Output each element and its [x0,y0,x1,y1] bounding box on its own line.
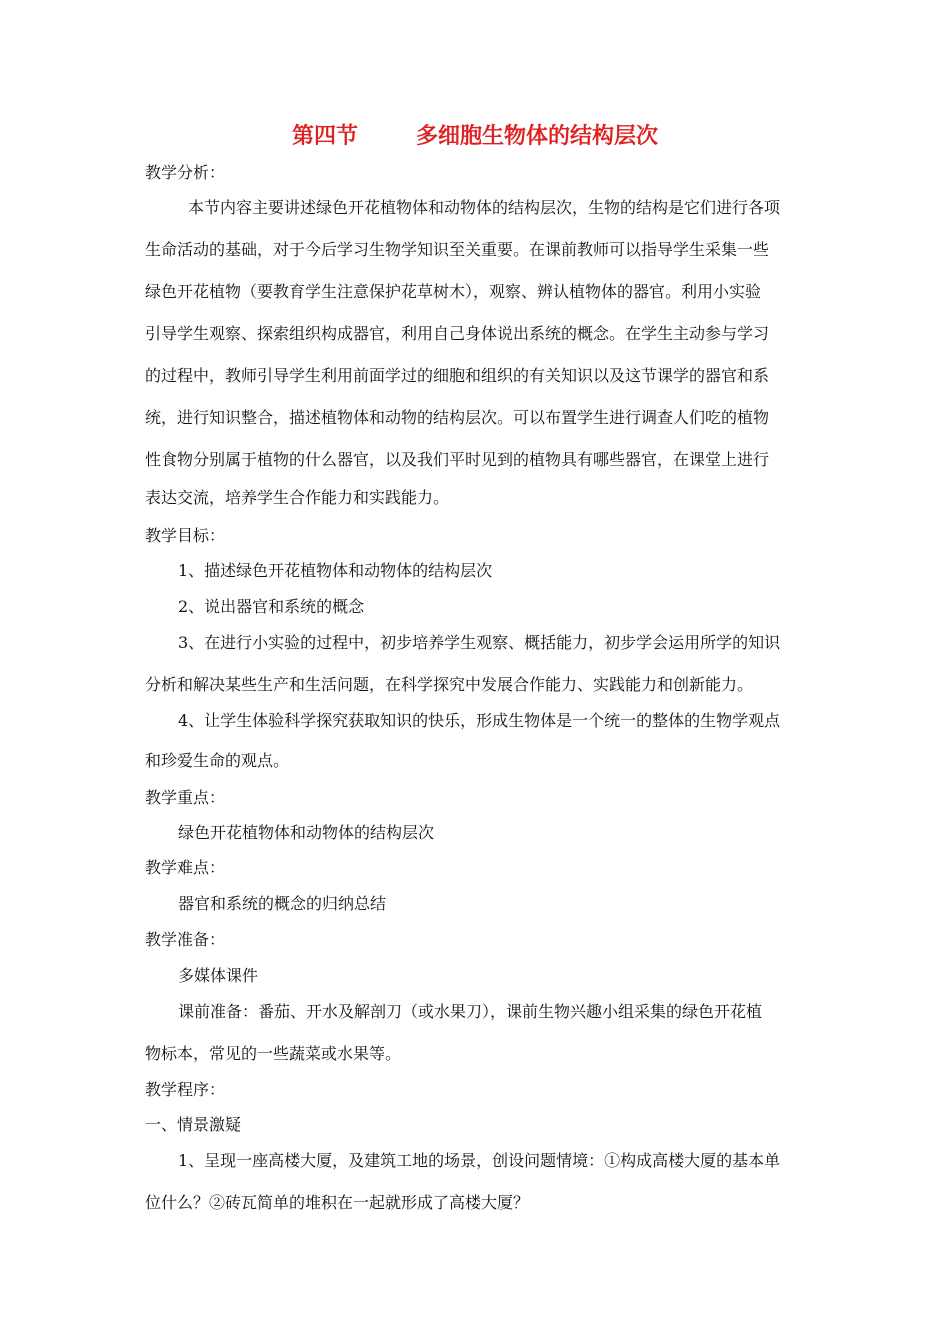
analysis-heading: 教学分析： [145,163,226,182]
procedure-item-continued: 位什么？②砖瓦简单的堆积在一起就形成了高楼大厦？ [145,1193,530,1212]
objectives-heading: 教学目标： [145,526,226,545]
page-title [0,122,950,152]
preparation-item: 课前准备：番茄、开水及解剖刀（或水果刀），课前生物兴趣小组采集的绿色开花植 [178,1002,763,1021]
preparation-item-continued: 物标本，常见的一些蔬菜或水果等。 [145,1044,402,1063]
objective-item-continued: 分析和解决某些生产和生活问题，在科学探究中发展合作能力、实践能力和创新能力。 [145,675,754,694]
difficulty-text: 器官和系统的概念的归纳总结 [178,894,387,913]
analysis-paragraph-line: 绿色开花植物（要教育学生注意保护花草树木），观察、辨认植物体的器官。利用小实验 [145,282,762,301]
analysis-paragraph-line: 统，进行知识整合，描述植物体和动物的结构层次。可以布置学生进行调查人们吃的植物 [145,408,770,427]
analysis-paragraph-line: 性食物分别属于植物的什么器官，以及我们平时见到的植物具有哪些器官，在课堂上进行 [145,450,770,469]
objective-item: 3、在进行小实验的过程中，初步培养学生观察、概括能力，初步学会运用所学的知识 [178,633,781,652]
key-point-heading: 教学重点： [145,788,226,807]
analysis-paragraph-line: 表达交流，培养学生合作能力和实践能力。 [145,488,450,507]
analysis-paragraph-line: 生命活动的基础，对于今后学习生物学知识至关重要。在课前教师可以指导学生采集一些 [145,240,770,259]
objective-item: 1、描述绿色开花植物体和动物体的结构层次 [178,561,493,580]
procedure-item: 1、呈现一座高楼大厦，及建筑工地的场景，创设问题情境：①构成高楼大厦的基本单 [178,1151,781,1170]
objective-item: 2、说出器官和系统的概念 [178,597,365,616]
analysis-paragraph-line: 引导学生观察、探索组织构成器官，利用自己身体说出系统的概念。在学生主动参与学习 [145,324,770,343]
section-number: 第四节 [291,124,358,149]
preparation-item: 多媒体课件 [178,966,259,985]
difficulty-heading: 教学难点： [145,858,226,877]
objective-item: 4、让学生体验科学探究获取知识的快乐，形成生物体是一个统一的整体的生物学观点 [178,711,781,730]
analysis-paragraph-line: 本节内容主要讲述绿色开花植物体和动物体的结构层次，生物的结构是它们进行各项 [188,198,781,217]
key-point-text: 绿色开花植物体和动物体的结构层次 [178,823,435,842]
objective-item-continued: 和珍爱生命的观点。 [145,751,290,770]
preparation-heading: 教学准备： [145,930,226,949]
analysis-paragraph-line: 的过程中，教师引导学生利用前面学过的细胞和组织的有关知识以及这节课学的器官和系 [145,366,770,385]
procedure-subheading: 一、情景激疑 [145,1115,242,1134]
procedure-heading: 教学程序： [145,1080,226,1099]
section-name: 多细胞生物体的结构层次 [416,124,659,149]
